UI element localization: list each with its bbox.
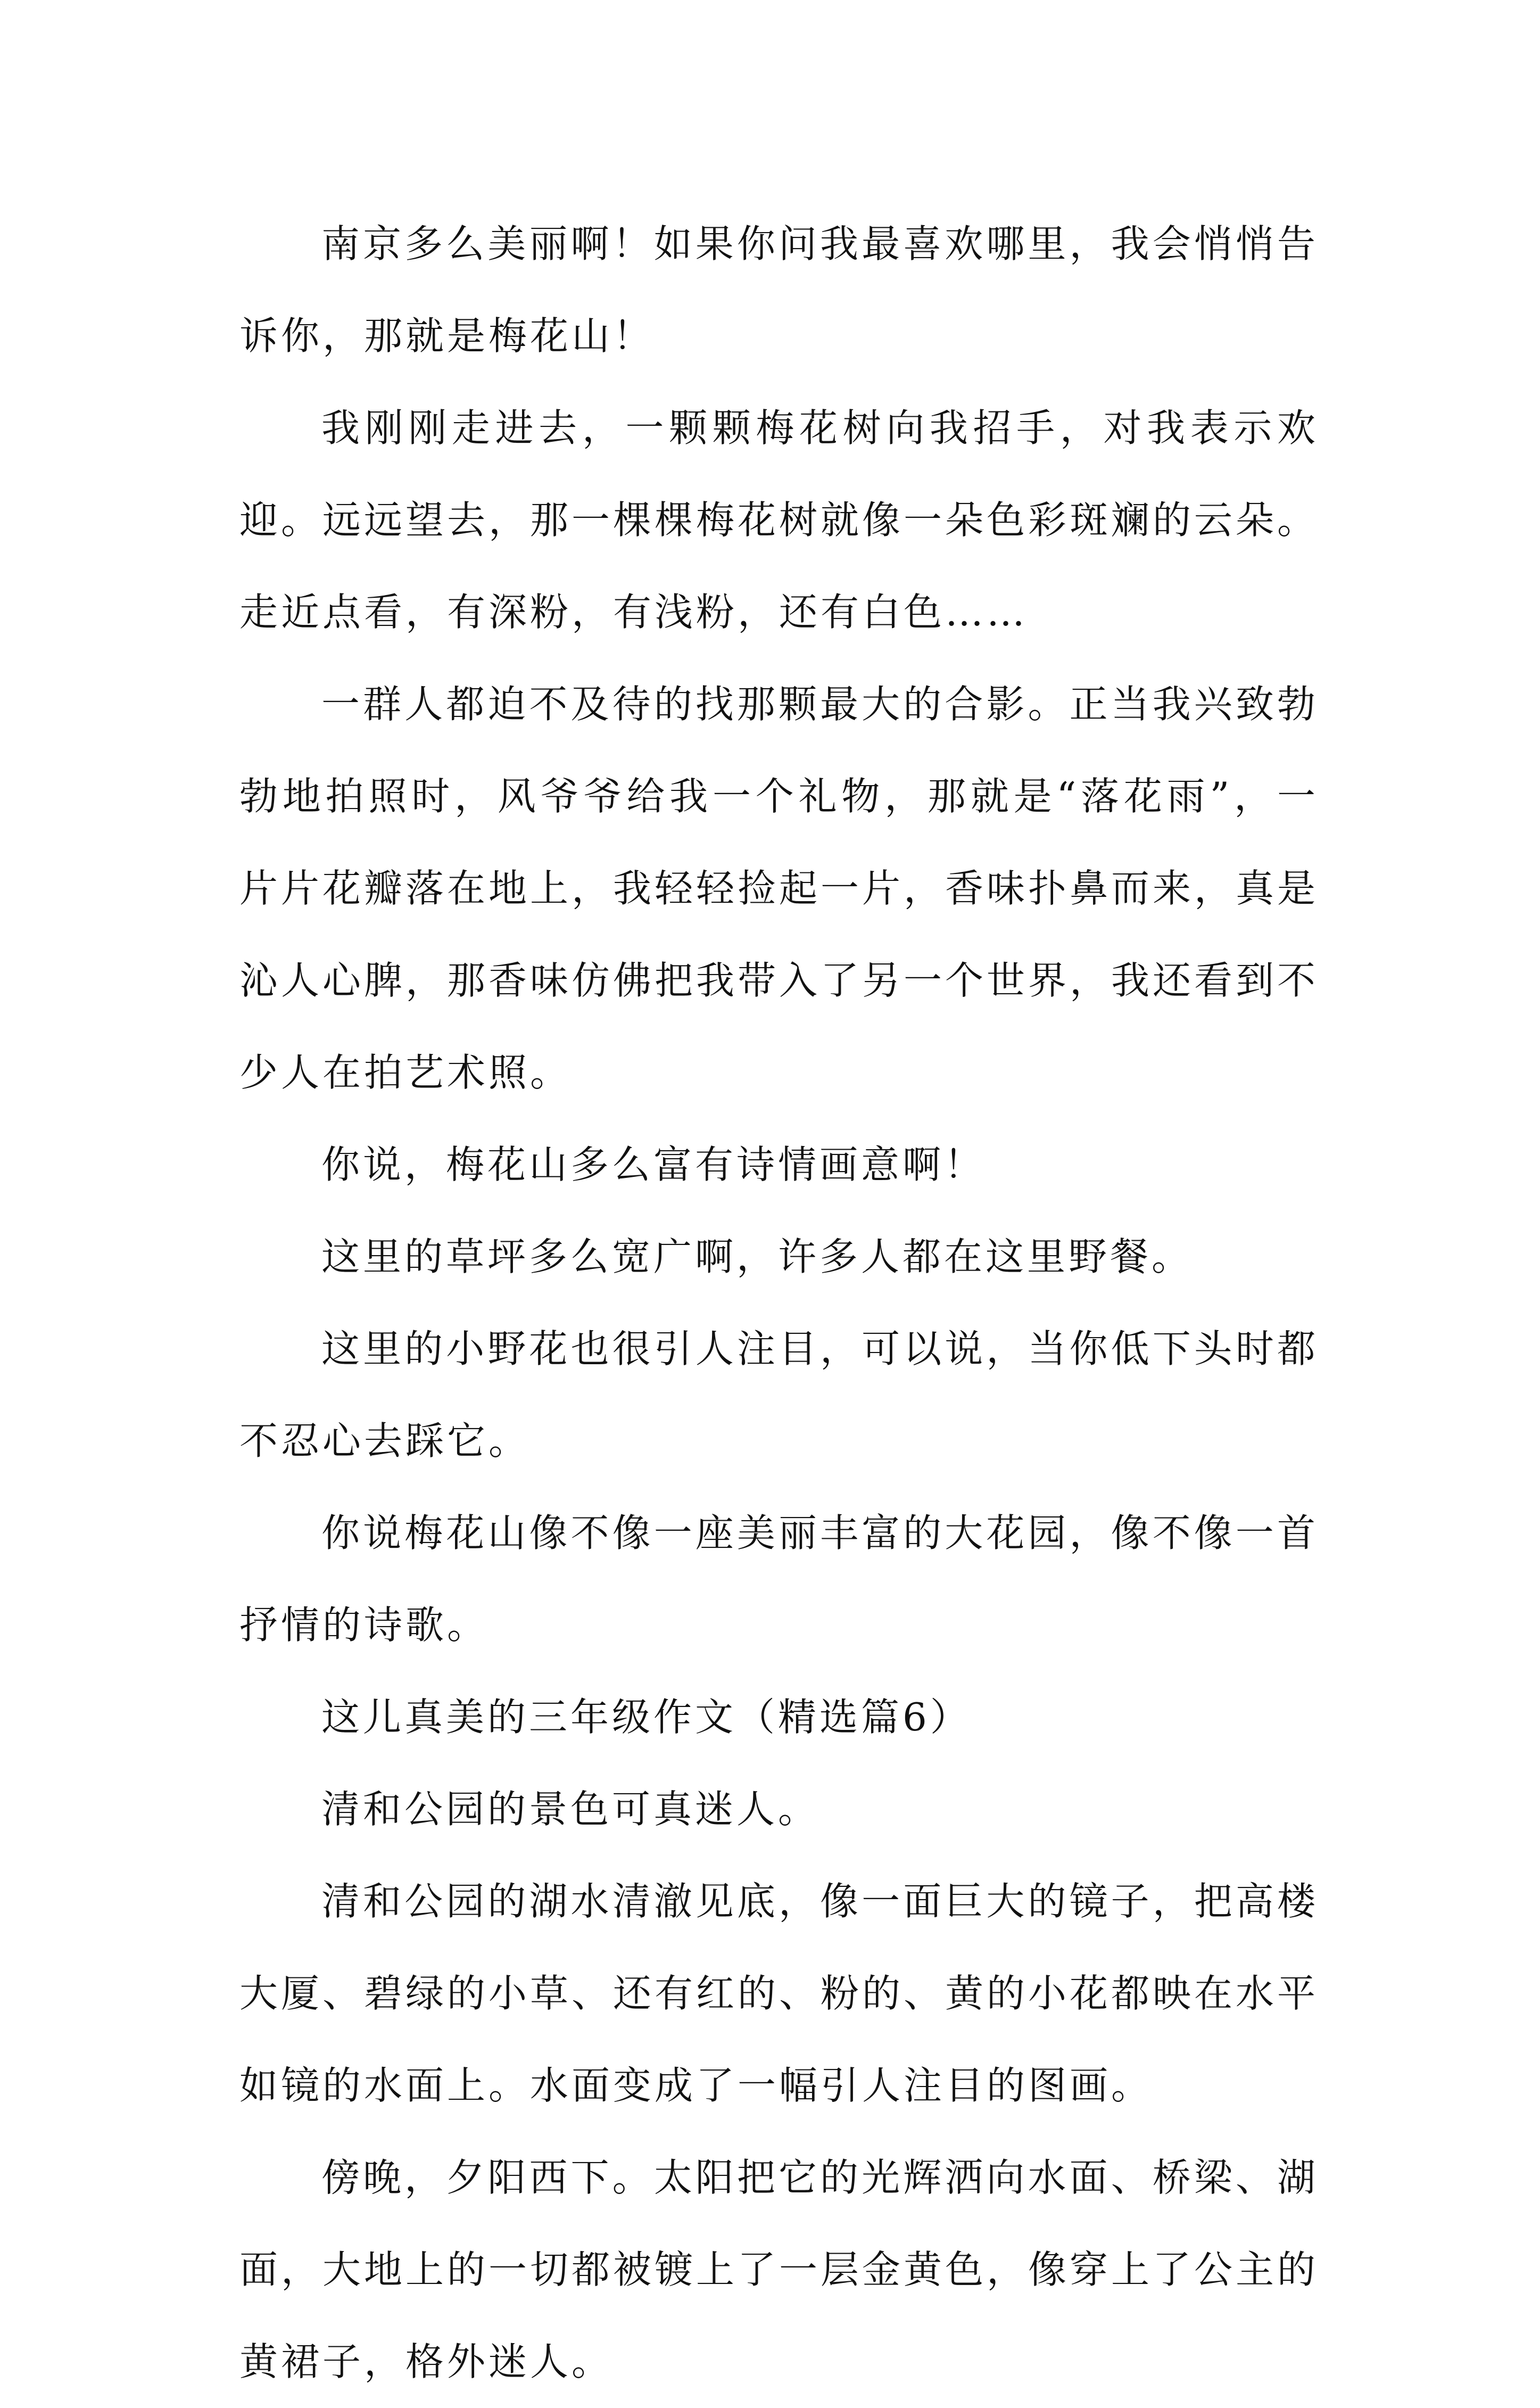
paragraph: 一群人都迫不及待的找那颗最大的合影。正当我兴致勃勃地拍照时，风爷爷给我一个礼物，那就是“落花雨”，一片片花瓣落在地上，我轻轻捡起一片，香味扑鼻而来，真是沁人心脾，那香味仿佛把我带入了另一个世界，我还看到不少人在拍艺术照。 (239, 682, 1319, 1095)
paragraph: 傍晚，夕阳西下。太阳把它的光辉洒向水面、桥梁、湖面，大地上的一切都被镀上了一层金黄色，像穿上了公主的黄裙子，格外迷人。 (239, 2155, 1319, 2384)
section-title: 这儿真美的三年级作文（精选篇6） (321, 1695, 972, 1739)
paragraph: 这里的草坪多么宽广啊，许多人都在这里野餐。 (321, 1234, 1194, 1279)
paragraph: 这里的小野花也很引人注目，可以说，当你低下头时都不忍心去踩它。 (239, 1326, 1319, 1463)
paragraph: 清和公园的湖水清澈见底，像一面巨大的镜子，把高楼大厦、碧绿的小草、还有红的、粉的、黄的小花都映在水平如镜的水面上。水面变成了一幅引人注目的图画。 (239, 1879, 1319, 2108)
paragraph: 南京多么美丽啊！如果你问我最喜欢哪里，我会悄悄告诉你，那就是梅花山！ (239, 221, 1319, 358)
paragraph: 我刚刚走进去，一颗颗梅花树向我招手，对我表示欢迎。远远望去，那一棵棵梅花树就像一朵色彩斑斓的云朵。走近点看，有深粉，有浅粉，还有白色…… (239, 406, 1319, 634)
document-body (239, 198, 1319, 2408)
paragraph: 你说梅花山像不像一座美丽丰富的大花园，像不像一首抒情的诗歌。 (239, 1511, 1319, 1647)
paragraph: 清和公园的景色可真迷人。 (321, 1787, 820, 1832)
paragraph: 你说，梅花山多么富有诗情画意啊！ (321, 1142, 986, 1187)
